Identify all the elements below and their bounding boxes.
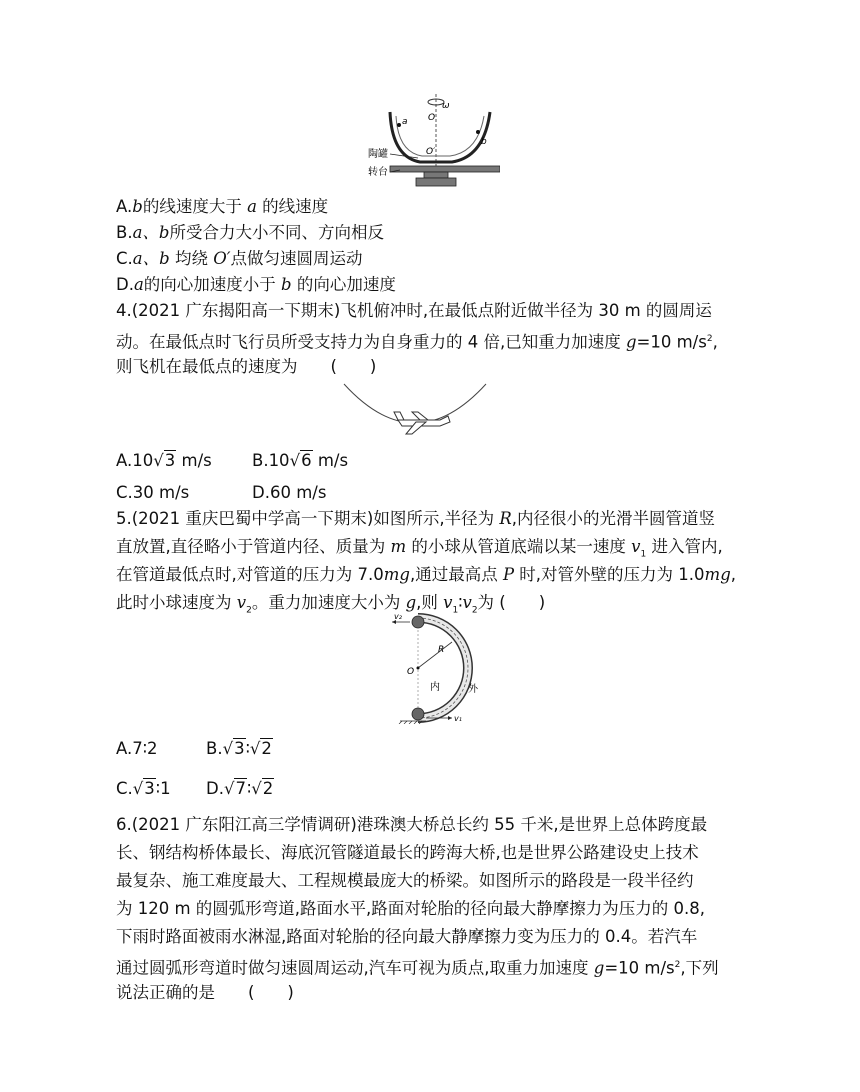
option-letter: C. — [116, 249, 133, 268]
var-g: g — [593, 958, 605, 978]
subscript: 2 — [471, 605, 478, 616]
q6-stem-line7: 说法正确的是 ( ) — [116, 983, 294, 1002]
unit: m/s — [312, 451, 349, 470]
text: ,下列 — [680, 958, 719, 978]
q6-stem-line5: 下雨时路面被雨水淋湿,路面对轮胎的径向最大静摩擦力变为压力的 0.4。若汽车 — [116, 927, 698, 946]
var-g: g — [625, 332, 637, 352]
center-o-label: O — [407, 667, 415, 677]
q5-stem-line1 — [116, 508, 715, 530]
sqrt-icon: √ — [132, 779, 144, 798]
q6-stem-line4: 为 120 m 的圆弧形弯道,路面水平,路面对轮胎的径向最大静摩擦力为压力的 0.8, — [116, 899, 706, 918]
text: 进入管内, — [646, 537, 723, 556]
subscript: 2 — [246, 605, 252, 616]
text: 为 ( ) — [477, 593, 546, 612]
velocity-v1-label: v₁ — [454, 714, 462, 723]
sqrt-icon: √ — [251, 779, 262, 798]
var-a: a — [133, 275, 144, 294]
text: 在管道最低点时,对管道的压力为 7.0 — [116, 565, 384, 584]
radicand: 2 — [261, 739, 272, 758]
text: =10 m/s — [604, 958, 675, 978]
var-o-prime: O′ — [213, 249, 231, 268]
text: 通过圆弧形弯道时做匀速圆周运动,汽车可视为质点,取重力加速度 — [116, 958, 594, 978]
text: 5.(2021 重庆巴蜀中学高一下期末)如图所示,半径为 — [116, 509, 500, 528]
velocity-v2-label: v₂ — [394, 612, 402, 621]
q4-option-a — [116, 450, 212, 472]
q3-option-a — [116, 196, 328, 218]
radicand: 7 — [235, 779, 246, 798]
var-v: v — [236, 593, 247, 612]
q3-option-c — [116, 248, 362, 270]
point-b-label: b — [481, 137, 487, 147]
ratio: ∶ — [246, 779, 252, 798]
text: , — [712, 332, 718, 352]
q6-stem-line3: 最复杂、施工难度最大、工程规模最庞大的桥梁。如图所示的路段是一段半径约 — [116, 871, 694, 890]
var-r: R — [499, 509, 512, 528]
sqrt-icon: √ — [153, 451, 164, 470]
outer-label: 外 — [468, 684, 478, 695]
text: ,内径很小的光滑半圆管道竖 — [511, 509, 716, 528]
text: A.10 — [116, 451, 154, 470]
sqrt-icon: √ — [222, 739, 234, 758]
inner-label: 内 — [430, 682, 440, 693]
q4-option-d: D.60 m/s — [252, 483, 327, 502]
q4-option-b — [252, 450, 348, 472]
var-ab: a、b — [132, 223, 170, 242]
text: 的小球从管道底端以某一速度 — [406, 537, 632, 556]
text: 此时小球速度为 — [116, 593, 237, 612]
radius-r-label: R — [438, 645, 445, 655]
q4-stem-line1: 4.(2021 广东揭阳高一下期末)飞机俯冲时,在最低点附近做半径为 30 m 的圆周运 — [116, 301, 712, 320]
var-ab: a、b — [132, 249, 170, 268]
text: 点做匀速圆周运动 — [230, 249, 363, 268]
q6-stem-line6 — [116, 954, 719, 980]
omega-label: ω — [442, 101, 450, 111]
text: ∶1 — [155, 779, 171, 798]
q6-stem-line2: 长、钢结构桥体最长、海底沉管隧道最长的跨海大桥,也是世界公路建设史上技术 — [116, 843, 699, 862]
q6-stem-line1: 6.(2021 广东阳江高三学情调研)港珠澳大桥总长约 55 千米,是世界上总体跨度最 — [116, 815, 708, 834]
var-v: v — [443, 593, 453, 612]
center-o-prime-label: O′ — [426, 147, 436, 157]
q4-stem-line3: 则飞机在最低点的速度为 ( ) — [116, 357, 377, 376]
jar-label: 陶罐 — [368, 149, 388, 160]
unit: m/s — [176, 451, 212, 470]
text: C. — [116, 779, 133, 798]
radicand: 3 — [144, 779, 155, 798]
exponent: 2 — [674, 960, 681, 970]
q3-option-d — [116, 274, 396, 296]
subscript: 1 — [452, 605, 459, 616]
point-a-label: a — [402, 117, 408, 127]
q5-option-d — [206, 778, 274, 800]
option-letter: D. — [116, 275, 134, 294]
sqrt-icon: √ — [289, 451, 301, 470]
var-p: P — [502, 565, 515, 584]
option-letter: B. — [116, 223, 133, 242]
text: 的线速度 — [262, 197, 329, 216]
figure-rotating-jar — [360, 92, 500, 192]
q3-option-b — [116, 222, 384, 244]
option-letter: A. — [116, 197, 133, 216]
text: =10 m/s — [636, 332, 707, 352]
q4-stem-line2 — [116, 328, 718, 354]
var-b: b — [281, 275, 292, 294]
text: ,通过最高点 — [409, 565, 503, 584]
q5-option-b — [206, 738, 273, 760]
text: 。重力加速度大小为 — [251, 593, 406, 612]
var-v: v — [462, 593, 472, 612]
ratio: ∶ — [458, 593, 463, 612]
var-v: v — [631, 537, 641, 556]
turntable-label: 转台 — [368, 167, 388, 178]
text: , — [730, 565, 737, 584]
text: 时,对管外壁的压力为 1.0 — [514, 565, 705, 584]
exponent: 2 — [706, 334, 713, 344]
q4-option-c: C.30 m/s — [116, 483, 190, 502]
text: B. — [206, 739, 223, 758]
text: 的线速度大于 — [142, 197, 242, 216]
var-g: g — [405, 593, 417, 612]
q5-stem-line2 — [116, 536, 723, 565]
q5-stem-line3 — [116, 564, 736, 586]
text: 所受合力大小不同、方向相反 — [169, 223, 384, 242]
subscript: 1 — [640, 549, 647, 560]
var-mg: mg — [704, 565, 731, 584]
text: 直放置,直径略小于管道内径、质量为 — [116, 537, 391, 556]
radicand: 3 — [234, 739, 245, 758]
text: 动。在最低点时飞行员所受支持力为自身重力的 4 倍,已知重力加速度 — [116, 332, 626, 352]
text: D. — [206, 779, 224, 798]
radicand: 3 — [164, 451, 176, 470]
text: B.10 — [252, 451, 290, 470]
figure-plane-dive — [340, 382, 490, 440]
radicand: 2 — [262, 779, 274, 798]
text: ,则 — [416, 593, 444, 612]
q5-option-a: A.7∶2 — [116, 739, 158, 758]
var-m: m — [390, 537, 407, 556]
center-o-label: O — [428, 113, 436, 123]
sqrt-icon: √ — [249, 739, 261, 758]
text: 的向心加速度小于 — [143, 275, 276, 294]
sqrt-icon: √ — [223, 779, 235, 798]
q5-option-c — [116, 778, 171, 800]
var-b: b — [132, 197, 143, 216]
text: 的向心加速度 — [296, 275, 396, 294]
var-mg: mg — [383, 565, 410, 584]
ratio: ∶ — [245, 739, 250, 758]
figure-semicircle-tube — [380, 612, 490, 724]
text: 均绕 — [174, 249, 208, 268]
radicand: 6 — [301, 451, 312, 470]
var-a: a — [247, 197, 257, 216]
